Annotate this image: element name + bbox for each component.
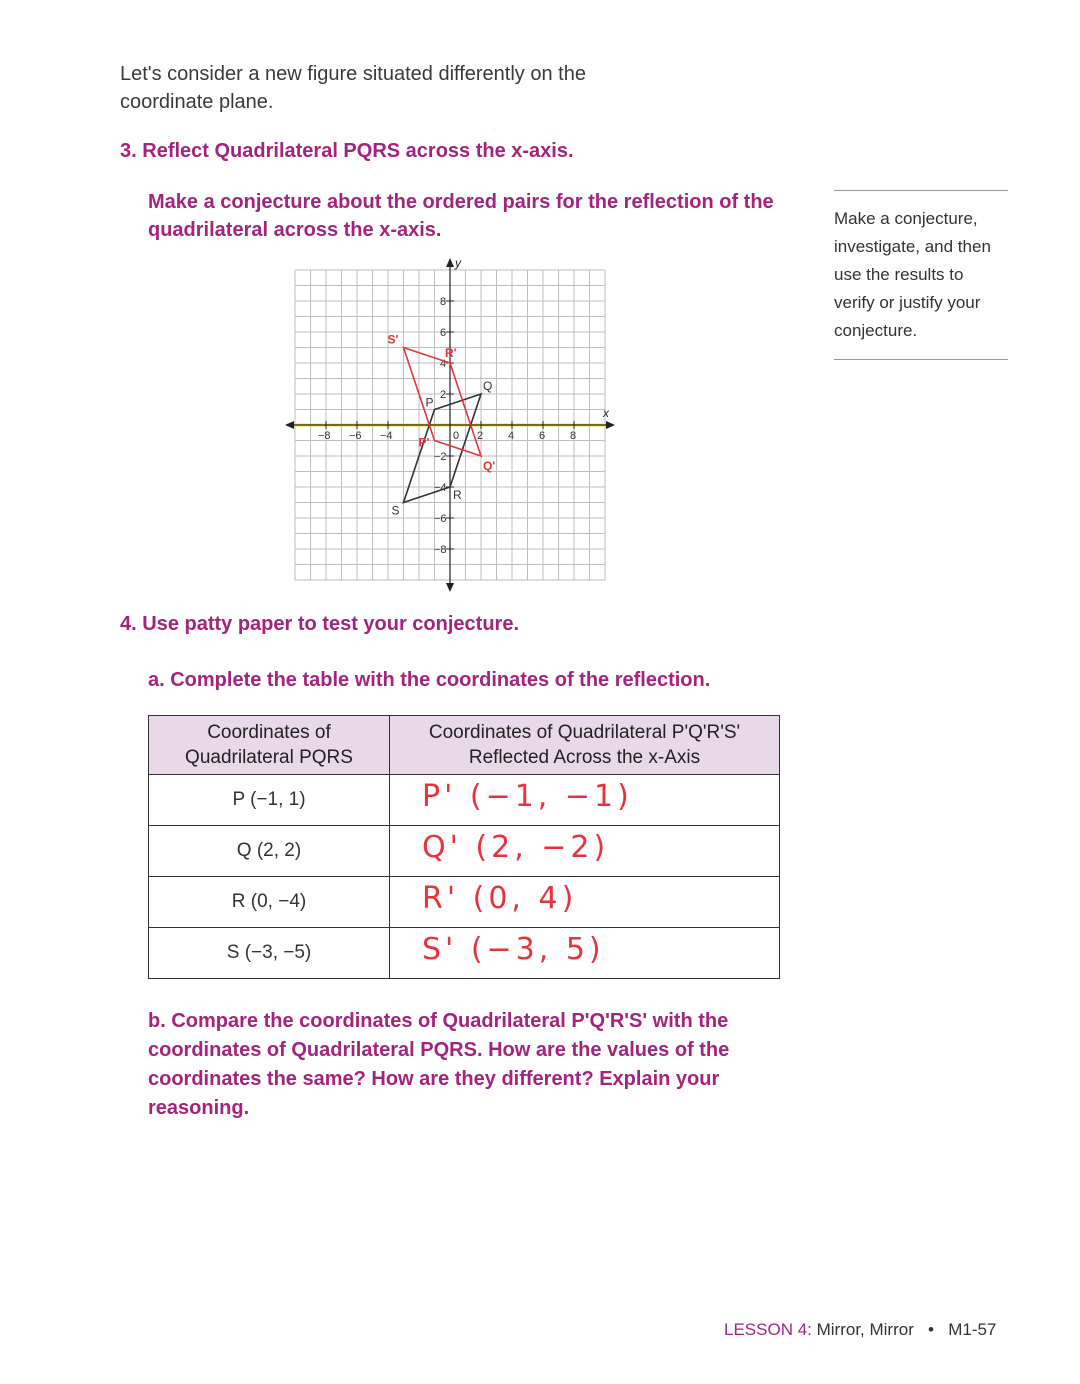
x-tick-label: −4 <box>380 430 393 442</box>
refl-q-handwritten: Q' (2, −2) <box>422 830 610 865</box>
sidebar-text: Make a conjecture, investigate, and then use the results to verify or justify your conjecture. <box>834 209 991 340</box>
footer-lesson: LESSON 4: <box>724 1320 812 1339</box>
sidebar-note <box>834 190 1008 360</box>
original-pqrs-vertex-label: R <box>453 488 462 502</box>
y-tick-label: −8 <box>434 544 447 556</box>
reflection-pqrs-prime-vertex-label: S' <box>387 332 399 347</box>
refl-cell-p[interactable] <box>390 775 780 826</box>
footer-bullet-icon: • <box>918 1320 944 1339</box>
refl-p-handwritten: P' (−1, −1) <box>422 779 633 814</box>
refl-cell-s[interactable] <box>390 928 780 979</box>
y-tick-label: 8 <box>440 296 447 308</box>
y-tick-label: 2 <box>440 389 447 401</box>
x-axis-arrow-left-icon <box>285 421 294 429</box>
question-3-text: Reflect Quadrilateral PQRS across the x-axis. <box>142 140 574 162</box>
coordinates-table <box>148 715 780 979</box>
original-pqrs-vertex-label: Q <box>483 379 493 393</box>
question-4 <box>120 613 519 636</box>
x-tick-label: 4 <box>508 430 515 442</box>
question-4a: a. Complete the table with the coordinates of the reflection. <box>148 669 711 691</box>
x-tick-label: −8 <box>318 430 331 442</box>
table-row <box>149 775 780 826</box>
conjecture-prompt: Make a conjecture about the ordered pairs for the reflection of the quadrilateral across the x-axis. <box>148 191 774 241</box>
reflection-pqrs-prime-vertex-label: P' <box>418 435 430 450</box>
question-4b: b. Compare the coordinates of Quadrilateral P'Q'R'S' with the coordinates of Quadrilateral PQRS. How are the values of the coordinates the same? How are they different? Explain your reasoning. <box>148 1010 730 1119</box>
x-tick-label: 0 <box>453 430 460 442</box>
x-tick-label: 6 <box>539 430 546 442</box>
reflection-pqrs-prime-vertex-label: Q' <box>483 459 496 473</box>
header-reflection: Coordinates of Quadrilateral P'Q'R'S' Reflected Across the x-Axis <box>390 716 780 775</box>
refl-cell-r[interactable] <box>390 877 780 928</box>
coordinate-plane <box>280 255 630 605</box>
table-row <box>149 877 780 928</box>
question-3 <box>120 140 574 163</box>
original-pqrs-vertex-label: P <box>425 395 434 410</box>
header-original: Coordinates of Quadrilateral PQRS <box>149 716 390 775</box>
y-axis-arrow-down-icon <box>446 583 454 592</box>
y-axis-label: y <box>455 256 461 270</box>
orig-r: R (0, −4) <box>149 877 390 928</box>
x-tick-label: 2 <box>477 430 484 442</box>
orig-s: S (−3, −5) <box>149 928 390 979</box>
y-axis-arrow-up-icon <box>446 258 454 267</box>
orig-p: P (−1, 1) <box>149 775 390 826</box>
orig-q: Q (2, 2) <box>149 826 390 877</box>
table-row <box>149 928 780 979</box>
question-4-number: 4. <box>120 613 137 635</box>
x-tick-label: −6 <box>349 430 362 442</box>
question-3-number: 3. <box>120 140 137 162</box>
table-header-row <box>149 716 780 775</box>
refl-s-handwritten: S' (−3, 5) <box>422 932 605 967</box>
x-axis-arrow-right-icon <box>606 421 615 429</box>
y-tick-label: 4 <box>440 358 447 370</box>
y-tick-label: 6 <box>440 327 447 339</box>
refl-cell-q[interactable] <box>390 826 780 877</box>
y-tick-label: −2 <box>434 451 447 463</box>
original-pqrs-vertex-label: S <box>391 503 400 518</box>
refl-r-handwritten: R' (0, 4) <box>422 881 578 916</box>
x-tick-label: 8 <box>570 430 577 442</box>
x-axis-label: x <box>603 406 609 420</box>
reflection-pqrs-prime-vertex-label: R' <box>445 346 457 360</box>
intro-text: Let's consider a new figure situated differently on the coordinate plane. <box>120 63 586 113</box>
table-row <box>149 826 780 877</box>
footer-page: M1-57 <box>948 1320 997 1339</box>
y-tick-label: −4 <box>434 482 447 494</box>
footer-title: Mirror, Mirror <box>816 1320 914 1339</box>
axes <box>285 256 615 592</box>
page-footer <box>724 1320 996 1340</box>
question-4-text: Use patty paper to test your conjecture. <box>142 613 520 635</box>
y-tick-label: −6 <box>434 513 447 525</box>
